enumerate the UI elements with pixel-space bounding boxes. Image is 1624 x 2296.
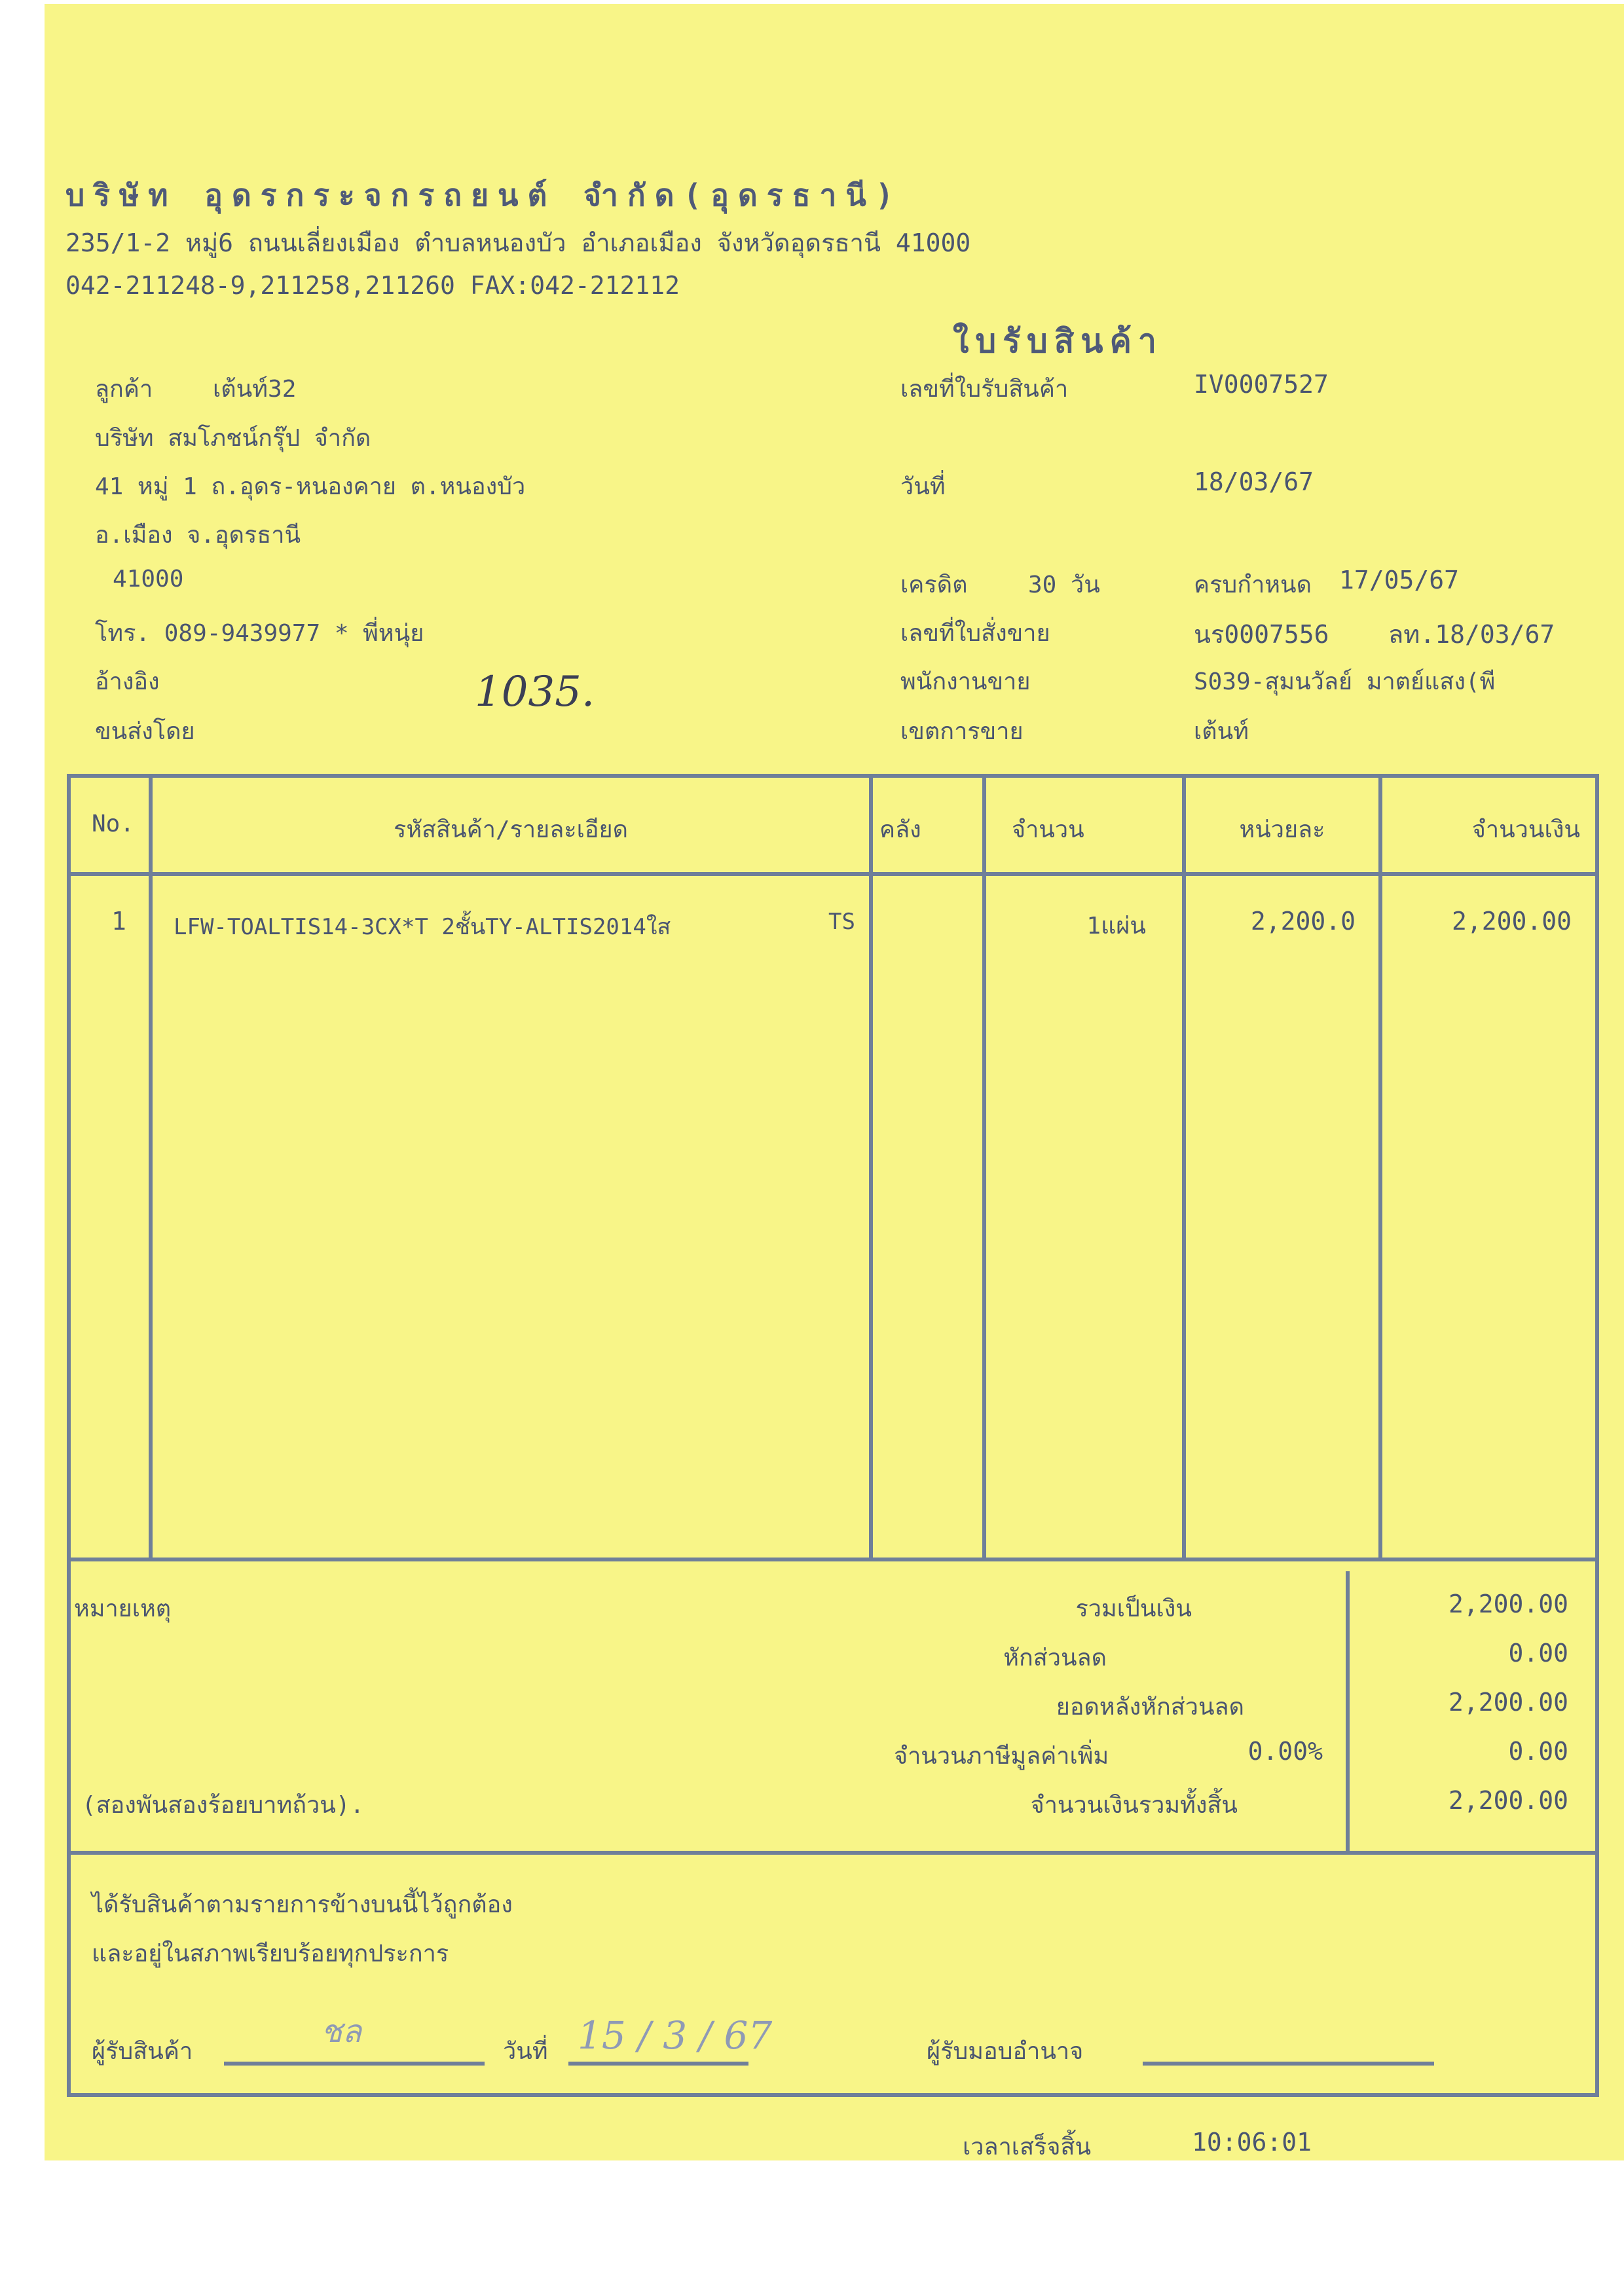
- after-discount-value: 2,200.00: [1448, 1688, 1568, 1717]
- document-date: 18/03/67: [1194, 467, 1314, 496]
- header-unit-price: หน่วยละ: [1239, 816, 1325, 843]
- document-sheet: [45, 4, 1624, 2160]
- customer-postcode: 41000: [113, 566, 184, 592]
- ship-by-label: ขนส่งโดย: [95, 718, 195, 745]
- discount-label: หักส่วนลด: [1003, 1645, 1107, 1671]
- header-quantity: จำนวน: [1012, 816, 1084, 843]
- due-label: ครบกำหนด: [1194, 572, 1312, 598]
- authorized-label: ผู้รับมอบอำนาจ: [927, 2038, 1084, 2065]
- sales-area: เต้นท์: [1194, 718, 1249, 745]
- acknowledgement-line-2: และอยู่ในสภาพเรียบร้อยทุกประการ: [92, 1941, 449, 1967]
- credit-days: 30 วัน: [1028, 572, 1100, 598]
- discount-value: 0.00: [1508, 1639, 1568, 1667]
- customer-address-2: อ.เมือง จ.อุดรธานี: [95, 522, 301, 549]
- receipt-no-label: เลขที่ใบรับสินค้า: [900, 376, 1069, 403]
- header-no: No.: [92, 811, 135, 837]
- receipt-no: IV0007527: [1194, 370, 1329, 399]
- handwritten-note: 1035.: [475, 668, 595, 716]
- customer-address-1: 41 หมู่ 1 ถ.อุดร-หนองคาย ต.หนองบัว: [95, 473, 526, 500]
- handwritten-receive-date: 15 / 3 / 67: [578, 2013, 773, 2058]
- salesperson: S039-สุมนวัลย์ มาตย์แสง(พี: [1194, 668, 1496, 695]
- customer-code: เต้นท์32: [213, 376, 297, 403]
- customer-name: บริษัท สมโภชน์กรุ๊ป จำกัด: [95, 425, 371, 452]
- acknowledgement-line-1: ได้รับสินค้าตามรายการข้างบนนี้ไว้ถูกต้อง: [92, 1891, 513, 1918]
- vat-value: 0.00: [1508, 1737, 1568, 1766]
- subtotal-value: 2,200.00: [1448, 1590, 1568, 1618]
- receiver-signature: ชล: [321, 2013, 361, 2050]
- row-no: 1: [111, 907, 126, 936]
- row-unit-price: 2,200.0: [1250, 907, 1356, 936]
- header-description: รหัสสินค้า/รายละเอียด: [393, 816, 629, 843]
- grand-total-label: จำนวนเงินรวมทั้งสิ้น: [1030, 1792, 1238, 1819]
- header-amount: จำนวนเงิน: [1471, 816, 1580, 843]
- company-address: 235/1-2 หมู่6 ถนนเลี่ยงเมือง ตำบลหนองบัว อำเภอเมือง จังหวัดอุดรธานี 41000: [65, 228, 971, 257]
- grand-total-value: 2,200.00: [1448, 1786, 1568, 1815]
- order-no: นร0007556: [1194, 620, 1329, 649]
- due-date: 17/05/67: [1339, 566, 1460, 594]
- order-date: ลท.18/03/67: [1388, 620, 1555, 649]
- remark-label: หมายเหตุ: [74, 1595, 172, 1622]
- header-warehouse: คลัง: [879, 816, 921, 843]
- subtotal-label: รวมเป็นเงิน: [1075, 1595, 1192, 1622]
- order-no-label: เลขที่ใบสั่งขาย: [900, 620, 1050, 647]
- row-description: LFW-TOALTIS14-3CX*T 2ชั้นTY-ALTIS2014ใส: [174, 914, 671, 940]
- row-description-suffix: TS: [828, 909, 855, 935]
- receiver-label: ผู้รับสินค้า: [92, 2038, 193, 2065]
- reference-label: อ้างอิง: [95, 668, 160, 695]
- receive-date-label: วันที่: [503, 2038, 548, 2065]
- after-discount-label: ยอดหลังหักส่วนลด: [1056, 1694, 1244, 1721]
- company-phones: 042-211248-9,211258,211260 FAX:042-212112: [65, 271, 680, 300]
- row-amount: 2,200.00: [1451, 907, 1572, 936]
- vat-label: จำนวนภาษีมูลค่าเพิ่ม: [894, 1743, 1109, 1770]
- company-name: บริษัท อุดรกระจกรถยนต์ จำกัด(อุดรธานี): [65, 177, 903, 213]
- document-title: ใบรับสินค้า: [953, 322, 1163, 360]
- vat-rate: 0.00%: [1247, 1737, 1323, 1766]
- row-quantity: 1แผ่น: [1086, 913, 1146, 939]
- sales-area-label: เขตการขาย: [900, 718, 1024, 745]
- amount-in-words: (สองพันสองร้อยบาทถ้วน).: [82, 1792, 365, 1819]
- date-label: วันที่: [900, 473, 946, 500]
- customer-label: ลูกค้า: [95, 376, 153, 403]
- finish-time-label: เวลาเสร็จสิ้น: [963, 2134, 1092, 2160]
- customer-phone: โทร. 089-9439977 * พี่หนุ่ย: [95, 620, 424, 647]
- credit-label: เครดิต: [900, 572, 968, 598]
- salesperson-label: พนักงานขาย: [900, 668, 1031, 695]
- finish-time: 10:06:01: [1192, 2128, 1312, 2157]
